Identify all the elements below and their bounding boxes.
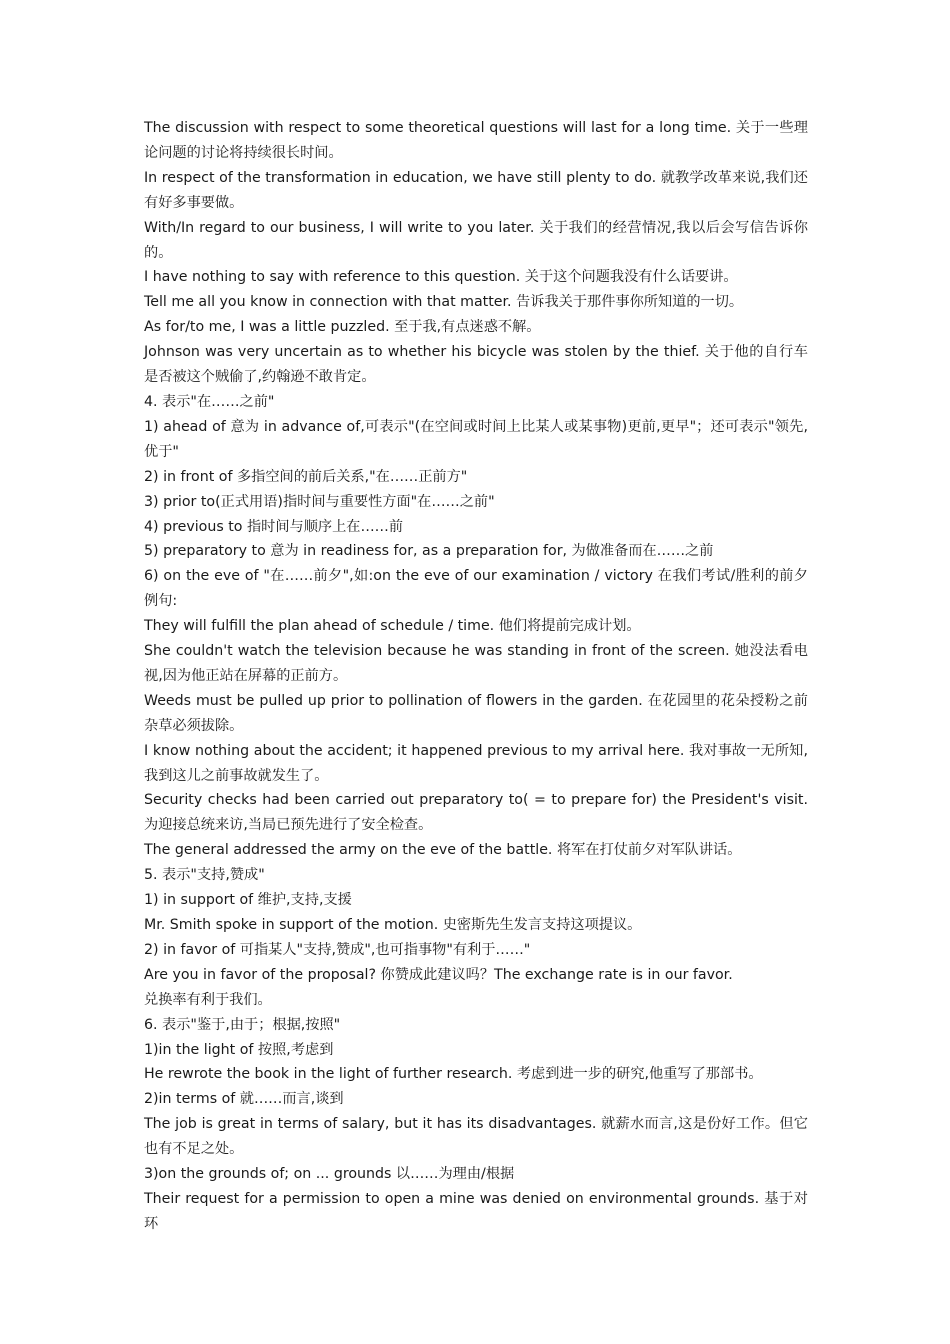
text-line: 2)in terms of 就……而言,谈到 (144, 1091, 344, 1108)
text-line: I have nothing to say with reference to this question. 关于这个问题我没有什么话要讲。 (144, 269, 738, 286)
text-line: 2) in favor of 可指某人"支持,赞成",也可指事物"有利于……" (144, 941, 531, 958)
text-line: They will fulfill the plan ahead of schedule / time. 他们将提前完成计划。 (144, 618, 641, 635)
text-line: 6) on the eve of "在……前夕",如:on the eve of our examination / victory 在我们考试/胜利的前夕例句: (144, 568, 808, 610)
text-line: She couldn't watch the television because he was standing in front of the screen. 她没法看电视,因为他正站在屏幕的正前方。 (144, 643, 808, 684)
text-line: The job is great in terms of salary, but it has its disadvantages. 就薪水而言,这是份好工作。但它也有不足之处。 (144, 1116, 808, 1158)
text-line: Tell me all you know in connection with that matter. 告诉我关于那件事你所知道的一切。 (144, 294, 744, 311)
text-line: 3)on the grounds of; on ... grounds 以……为理由/根据 (144, 1166, 515, 1183)
section-heading: 4. 表示"在……之前" (144, 393, 275, 410)
text-line: With/In regard to our business, I will write to you later. 关于我们的经营情况,我以后会写信告诉你的。 (144, 219, 808, 261)
document-body (144, 116, 808, 1237)
text-line: He rewrote the book in the light of further research. 考虑到进一步的研究,他重写了那部书。 (144, 1066, 763, 1083)
text-line: Weeds must be pulled up prior to pollination of flowers in the garden. 在花园里的花朵授粉之前杂草必须拔除。 (144, 692, 808, 734)
text-line: Are you in favor of the proposal? 你赞成此建议吗？The exchange rate is in our favor. (144, 966, 733, 983)
text-line: 3) prior to(正式用语)指时间与重要性方面"在……之前" (144, 493, 495, 510)
text-line: Mr. Smith spoke in support of the motion. 史密斯先生发言支持这项提议。 (144, 917, 642, 933)
text-line: Security checks had been carried out preparatory to( = to prepare for) the President's visit. 为迎接总统来访,当局已预先进行了安全检查。 (144, 792, 808, 834)
text-line: 1)in the light of 按照,考虑到 (144, 1041, 334, 1058)
section-heading: 5. 表示"支持,赞成" (144, 867, 265, 884)
text-line: I know nothing about the accident; it happened previous to my arrival here. 我对事故一无所知,我到这儿之前事故就发生了。 (144, 742, 808, 784)
text-line: Their request for a permission to open a mine was denied on environmental grounds. 基于对环 (144, 1190, 808, 1232)
text-line: 5) preparatory to 意为 in readiness for, as a preparation for, 为做准备而在……之前 (144, 543, 714, 560)
text-line: In respect of the transformation in education, we have still plenty to do. 就教学改革来说,我们还有好多事要做。 (144, 169, 808, 211)
text-line: Johnson was very uncertain as to whether his bicycle was stolen by the thief. 关于他的自行车是否被这个贼偷了,约翰逊不敢肯定。 (144, 344, 808, 386)
text-line: 兑换率有利于我们。 (144, 991, 272, 1008)
text-line: 4) previous to 指时间与顺序上在……前 (144, 518, 404, 535)
text-line: 1) ahead of 意为 in advance of,可表示"(在空间或时间上比某人或某事物)更前,更早"；还可表示"领先,优于" (144, 418, 808, 460)
text-line: The discussion with respect to some theoretical questions will last for a long time. 关于一些理论问题的讨论将持续很长时间。 (144, 120, 808, 161)
text-line: 2) in front of 多指空间的前后关系,"在……正前方" (144, 468, 468, 485)
text-line: As for/to me, I was a little puzzled. 至于我,有点迷惑不解。 (144, 319, 541, 336)
section-heading: 6. 表示"鉴于,由于；根据,按照" (144, 1016, 341, 1033)
text-line: 1) in support of 维护,支持,支援 (144, 892, 352, 909)
text-line: The general addressed the army on the eve of the battle. 将军在打仗前夕对军队讲话。 (144, 842, 742, 859)
